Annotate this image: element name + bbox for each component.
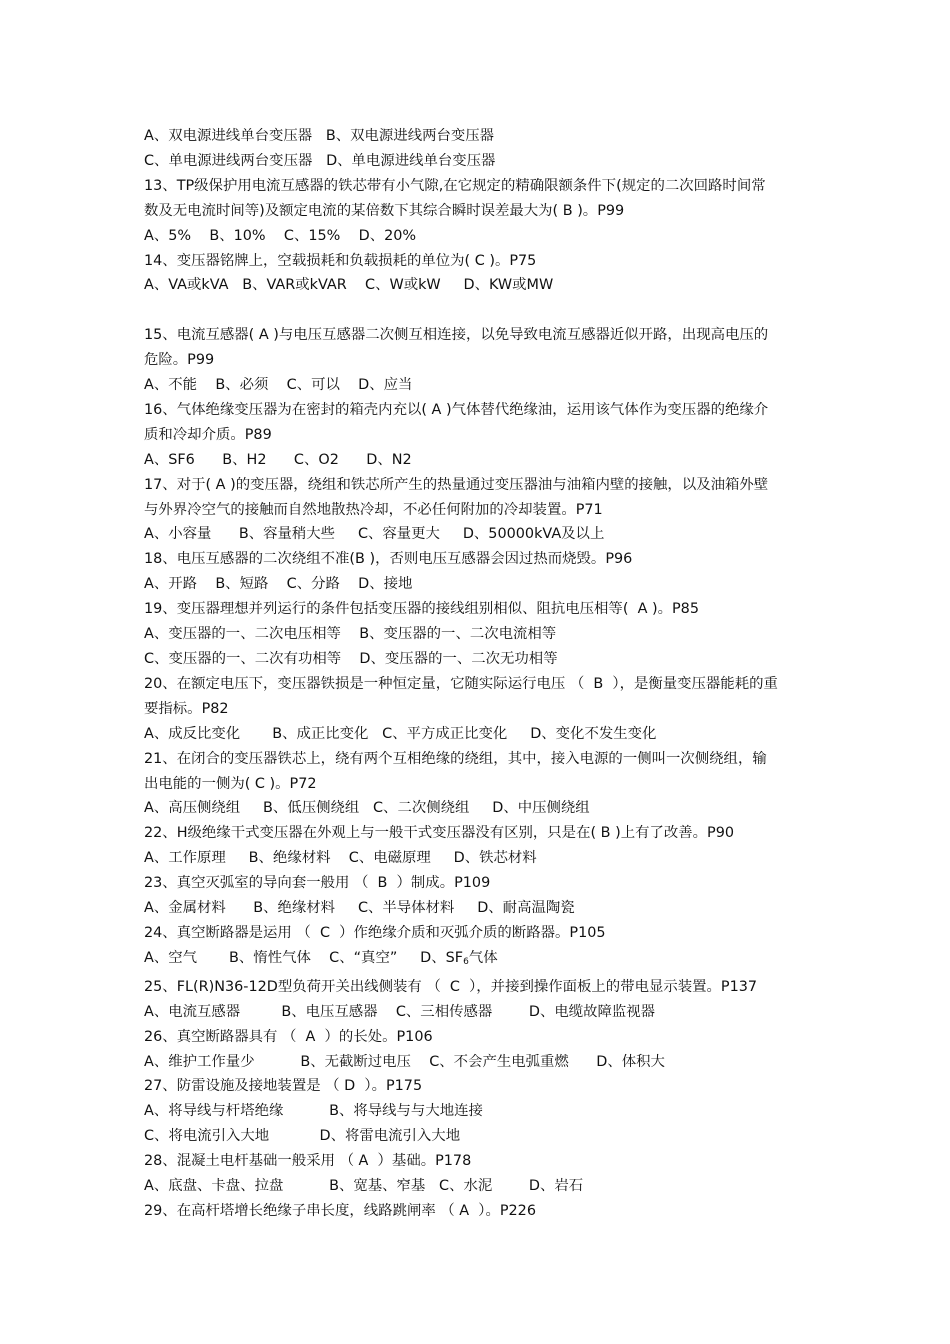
text-line: A、SF6 B、H2 C、O2 D、N2 <box>144 451 412 468</box>
text-line: 出电能的一侧为( C )。P72 <box>144 775 317 792</box>
text-line: 27、防雷设施及接地装置是 （ D ）。P175 <box>144 1078 423 1095</box>
text-line: 25、FL(R)N36-12D型负荷开关出线侧装有 （ C ），并接到操作面板上的带电显示装置。P137 <box>144 978 758 995</box>
text-line: A、金属材料 B、绝缘材料 C、半导体材料 D、耐高温陶瓷 <box>144 900 575 917</box>
text-line: C、变压器的一、二次有功相等 D、变压器的一、二次无功相等 <box>144 651 558 668</box>
text-line: C、将电流引入大地 D、将雷电流引入大地 <box>144 1128 461 1145</box>
text-line: 19、变压器理想并列运行的条件包括变压器的接线组别相似、阻抗电压相等( A )。P85 <box>144 601 699 618</box>
text-line: 14、变压器铭牌上，空载损耗和负载损耗的单位为( C )。P75 <box>144 252 537 269</box>
text-line: 20、在额定电压下，变压器铁损是一种恒定量，它随实际运行电压 （ B ），是衡量变压器能耗的重 <box>144 675 778 692</box>
text-line: 24、真空断路器是运用 （ C ）作绝缘介质和灭弧介质的断路器。P105 <box>144 924 606 941</box>
text-line: A、双电源进线单台变压器 B、双电源进线两台变压器 <box>144 128 495 144</box>
text-line: 26、真空断路器具有 （ A ）的长处。P106 <box>144 1028 433 1045</box>
text-line: 数及无电流时间等)及额定电流的某倍数下其综合瞬时误差最大为( B )。P99 <box>144 202 625 219</box>
text-line: 质和冷却介质。P89 <box>144 426 272 443</box>
text-line: 23、真空灭弧室的导向套一般用 （ B ）制成。P109 <box>144 875 491 892</box>
text-line-sf6 <box>144 946 890 975</box>
sf6-option-text: A、空气 B、惰性气体 C、“真空” D、SF <box>144 949 464 966</box>
sf6-tail: 气体 <box>468 949 498 966</box>
text-line: A、VA或kVA B、VAR或kVAR C、W或kW D、KW或MW <box>144 277 554 294</box>
text-line: A、开路 B、短路 C、分路 D、接地 <box>144 576 413 593</box>
sf6-subscript: 6 <box>463 956 469 967</box>
text-line: C、单电源进线两台变压器 D、单电源进线单台变压器 <box>144 152 496 169</box>
text-line: 15、电流互感器( A )与电压互感器二次侧互相连接，以免导致电流互感器近似开路，出现高电压的 <box>144 327 769 344</box>
text-line: 21、在闭合的变压器铁芯上，绕有两个互相绝缘的绕组，其中，接入电源的一侧叫一次侧绕组，输 <box>144 750 767 767</box>
text-line: A、高压侧绕组 B、低压侧绕组 C、二次侧绕组 D、中压侧绕组 <box>144 800 590 817</box>
text-line: A、5% B、10% C、15% D、20% <box>144 227 417 244</box>
text-line: A、小容量 B、容量稍大些 C、容量更大 D、50000kVA及以上 <box>144 526 605 543</box>
blank-line <box>144 298 890 323</box>
text-line: 16、气体绝缘变压器为在密封的箱壳内充以( A )气体替代绝缘油，运用该气体作为变压器的绝缘介 <box>144 401 769 418</box>
text-line: 29、在高杆塔增长绝缘子串长度，线路跳闸率 （ A ）。P226 <box>144 1202 536 1219</box>
text-line: A、电流互感器 B、电压互感器 C、三相传感器 D、电缆故障监视器 <box>144 1003 656 1020</box>
text-line: A、不能 B、必须 C、可以 D、应当 <box>144 377 413 394</box>
text-line: A、将导线与杆塔绝缘 B、将导线与与大地连接 <box>144 1103 483 1120</box>
text-line: 18、电压互感器的二次绕组不准(B )，否则电压互感器会因过热而烧毁。P96 <box>144 551 633 568</box>
text-line: 22、H级绝缘干式变压器在外观上与一般干式变压器没有区别，只是在( B )上有了改善。P90 <box>144 825 735 842</box>
text-line: A、变压器的一、二次电压相等 B、变压器的一、二次电流相等 <box>144 626 557 643</box>
text-line: 28、混凝土电杆基础一般采用 （ A ）基础。P178 <box>144 1153 472 1170</box>
text-line: 17、对于( A )的变压器，绕组和铁芯所产生的热量通过变压器油与油箱内壁的接触，以及油箱外壁 <box>144 476 769 493</box>
text-line: 危险。P99 <box>144 352 215 369</box>
text-line: A、维护工作量少 B、无截断过电压 C、不会产生电弧重燃 D、体积大 <box>144 1053 665 1070</box>
text-line: A、成反比变化 B、成正比变化 C、平方成正比变化 D、变化不发生变化 <box>144 725 657 742</box>
text-line: 13、TP级保护用电流互感器的铁芯带有小气隙,在它规定的精确限额条件下(规定的二次回路时间常 <box>144 177 766 194</box>
text-line: 要指标。P82 <box>144 700 229 717</box>
text-line: A、工作原理 B、绝缘材料 C、电磁原理 D、铁芯材料 <box>144 850 537 867</box>
text-line: A、底盘、卡盘、拉盘 B、宽基、窄基 C、水泥 D、岩石 <box>144 1178 584 1195</box>
text-line: 与外界冷空气的接触而自然地散热冷却，不必任何附加的冷却装置。P71 <box>144 501 603 518</box>
